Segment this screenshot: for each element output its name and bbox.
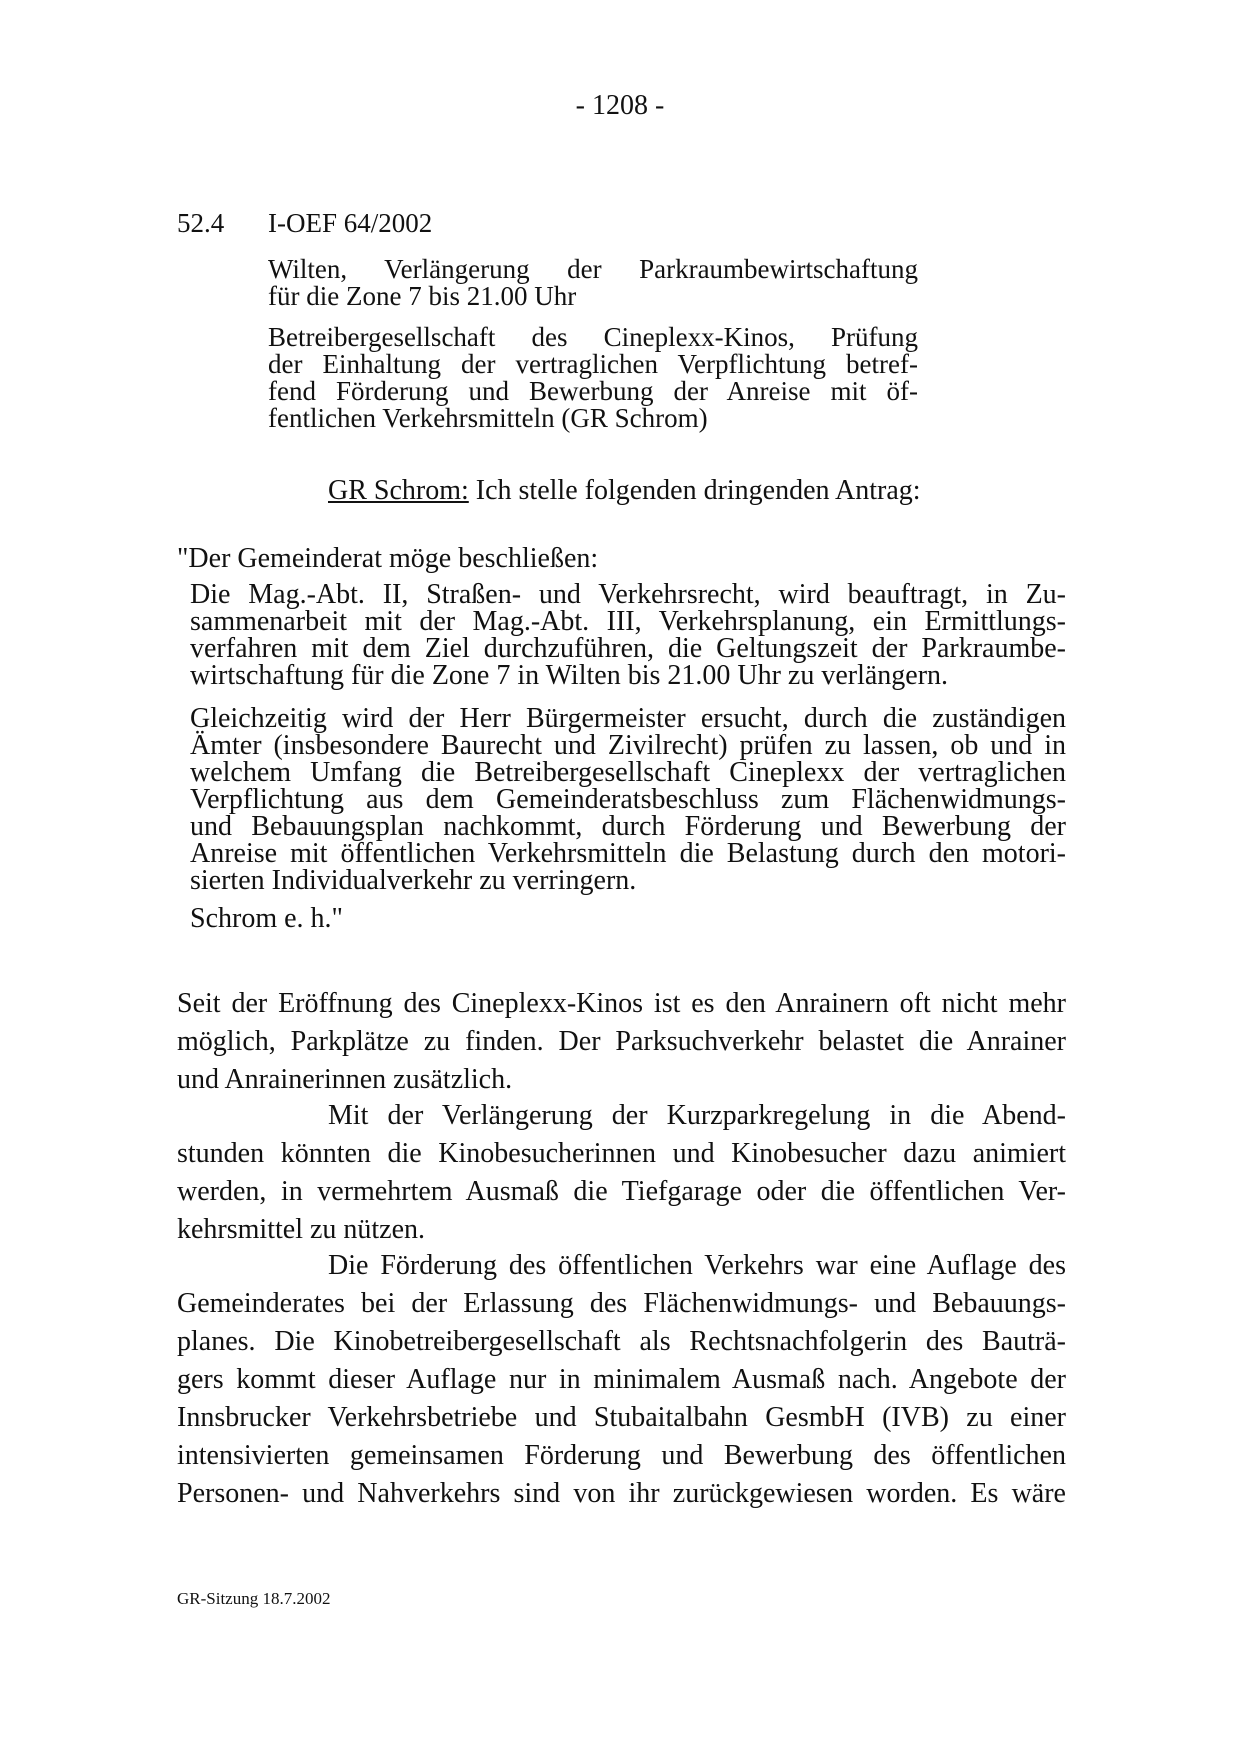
agenda-item-number: 52.4: [177, 208, 225, 238]
speaker-line: [328, 475, 921, 507]
motion-paragraph-1: [190, 581, 1066, 689]
agenda-item-code: I-OEF 64/2002: [268, 208, 433, 238]
text-line: welchem Umfang die Betreibergesellschaft Cineplexx der vertraglichen: [190, 757, 1066, 788]
text-line: der Einhaltung der vertraglichen Verpflichtung betref-: [268, 349, 918, 379]
body-paragraph-3: [177, 1247, 1066, 1513]
text-line: und Bebauungsplan nachkommt, durch Förderung und Bewerbung der: [190, 811, 1066, 842]
agenda-item-title-1: [268, 256, 918, 310]
text-line: sierten Individualverkehr zu verringern.: [190, 865, 637, 896]
text-line: Wilten, Verlängerung der Parkraumbewirtschaftung: [268, 254, 918, 284]
text-line: Anreise mit öffentlichen Verkehrsmitteln die Belastung durch den motori-: [190, 838, 1066, 869]
motion-intro: "Der Gemeinderat möge beschließen:: [177, 543, 599, 574]
agenda-item-title-2: [268, 324, 918, 432]
text-line: Gemeinderates bei der Erlassung des Flächenwidmungs- und Bebauungs-: [177, 1288, 1066, 1319]
text-line: Mit der Verlängerung der Kurzparkregelung in die Abend-: [328, 1100, 1066, 1131]
text-line: und Anrainerinnen zusätzlich.: [177, 1064, 513, 1095]
text-line: stunden könnten die Kinobesucherinnen und Kinobesucher dazu animiert: [177, 1138, 1066, 1169]
text-line: kehrsmittel zu nützen.: [177, 1214, 426, 1245]
text-line: Verpflichtung aus dem Gemeinderatsbeschluss zum Flächenwidmungs-: [190, 784, 1066, 815]
text-line: Innsbrucker Verkehrsbetriebe und Stubaitalbahn GesmbH (IVB) zu einer: [177, 1402, 1066, 1433]
text-line: verfahren mit dem Ziel durchzuführen, die Geltungszeit der Parkraumbe-: [190, 633, 1066, 664]
text-line: sammenarbeit mit der Mag.-Abt. III, Verkehrsplanung, ein Ermittlungs-: [190, 606, 1066, 637]
text-line: Seit der Eröffnung des Cineplexx-Kinos ist es den Anrainern oft nicht mehr: [177, 988, 1066, 1019]
motion-signature: Schrom e. h.": [190, 903, 343, 934]
text-line: fentlichen Verkehrsmitteln (GR Schrom): [268, 403, 708, 433]
text-line: wirtschaftung für die Zone 7 in Wilten bis 21.00 Uhr zu verlängern.: [190, 660, 949, 691]
text-line: Betreibergesellschaft des Cineplexx-Kinos, Prüfung: [268, 322, 918, 352]
text-line: Die Förderung des öffentlichen Verkehrs war eine Auflage des: [328, 1250, 1066, 1281]
text-line: intensivierten gemeinsamen Förderung und Bewerbung des öffentlichen: [177, 1440, 1066, 1471]
text-line: gers kommt dieser Auflage nur in minimalem Ausmaß nach. Angebote der: [177, 1364, 1066, 1395]
text-line: Ämter (insbesondere Baurecht und Zivilrecht) prüfen zu lassen, ob und in: [190, 730, 1066, 761]
text-line: möglich, Parkplätze zu finden. Der Parksuchverkehr belastet die Anrainer: [177, 1026, 1066, 1057]
text-line: planes. Die Kinobetreibergesellschaft als Rechtsnachfolgerin des Bauträ-: [177, 1326, 1066, 1357]
text-line: Gleichzeitig wird der Herr Bürgermeister ersucht, durch die zuständigen: [190, 703, 1066, 734]
motion-paragraph-2: [190, 705, 1066, 894]
text-line: Die Mag.-Abt. II, Straßen- und Verkehrsrecht, wird beauftragt, in Zu-: [190, 579, 1066, 610]
speaker-name: GR Schrom:: [328, 475, 469, 506]
page-footer: GR-Sitzung 18.7.2002: [177, 1589, 331, 1608]
page-number: - 1208 -: [575, 90, 665, 121]
speaker-statement: Ich stelle folgenden dringenden Antrag:: [468, 475, 921, 506]
body-paragraph-1: [177, 985, 1066, 1099]
text-line: werden, in vermehrtem Ausmaß die Tiefgarage oder die öffentlichen Ver-: [177, 1176, 1066, 1207]
text-line: Personen- und Nahverkehrs sind von ihr zurückgewiesen worden. Es wäre: [177, 1478, 1066, 1509]
text-line: fend Förderung und Bewerbung der Anreise mit öf-: [268, 376, 918, 406]
text-line: für die Zone 7 bis 21.00 Uhr: [268, 281, 577, 311]
body-paragraph-2: [177, 1097, 1066, 1249]
